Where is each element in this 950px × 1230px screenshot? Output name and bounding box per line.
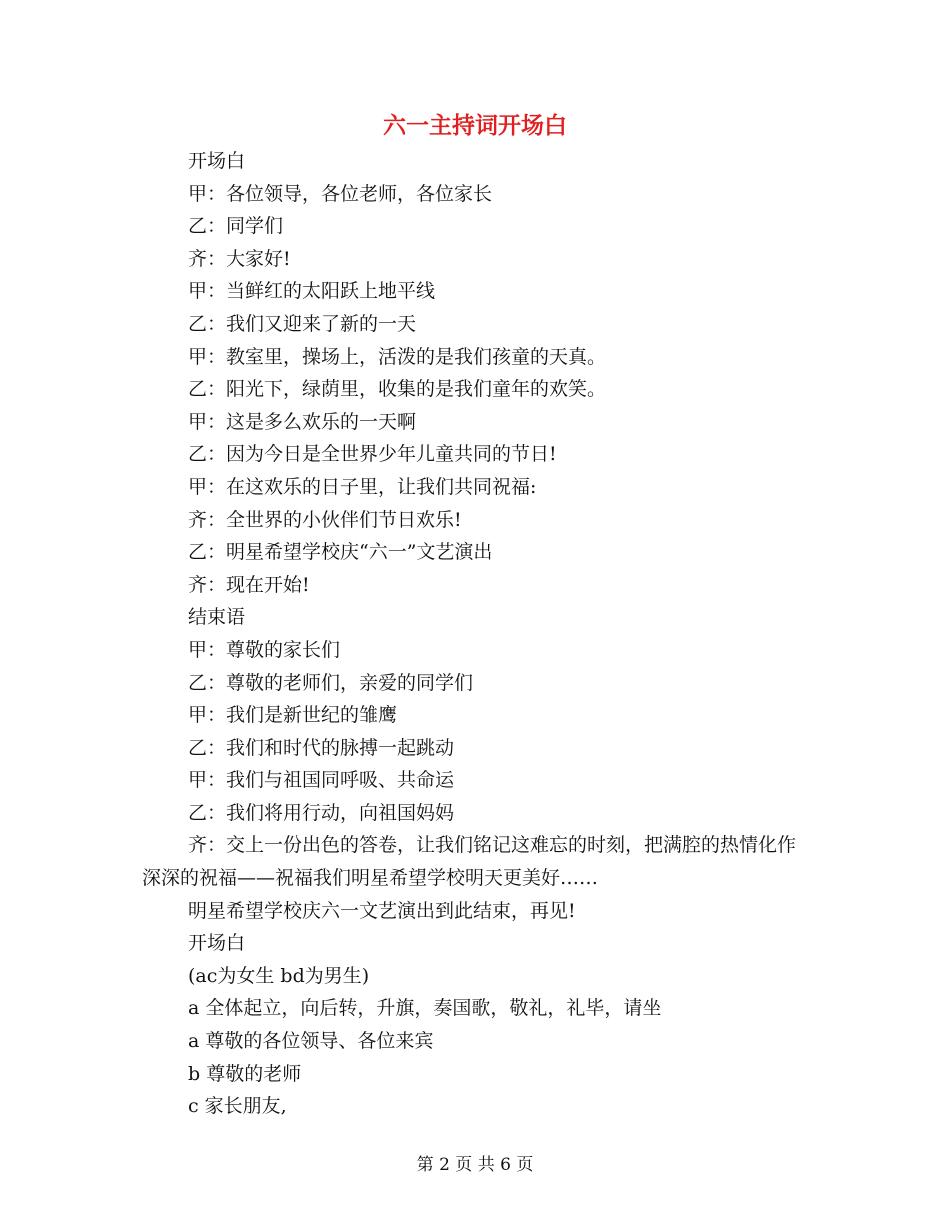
- paragraph: 乙：我们和时代的脉搏一起跳动: [188, 736, 455, 759]
- document-title: 六一主持词开场白: [383, 113, 567, 139]
- paragraph: 结束语: [188, 606, 246, 629]
- paragraph: 齐：全世界的小伙伴们节日欢乐!: [188, 508, 462, 531]
- paragraph: 齐：现在开始!: [188, 573, 310, 596]
- paragraph: 甲：各位领导，各位老师，各位家长: [188, 182, 493, 205]
- paragraph: 明星希望学校庆六一文艺演出到此结束，再见!: [188, 899, 576, 922]
- paragraph: 乙：尊敬的老师们，亲爱的同学们: [188, 671, 474, 694]
- paragraph: 甲：当鲜红的太阳跃上地平线: [188, 280, 436, 303]
- paragraph: (ac为女生 bd为男生): [188, 964, 370, 987]
- paragraph: 乙：同学们: [188, 215, 284, 238]
- paragraph: c 家长朋友,: [188, 1095, 287, 1118]
- paragraph: 乙：因为今日是全世界少年儿童共同的节日!: [188, 443, 557, 466]
- paragraph: 甲：教室里，操场上，活泼的是我们孩童的天真。: [188, 345, 607, 368]
- paragraph: 甲：我们与祖国同呼吸、共命运: [188, 769, 455, 792]
- paragraph: a 尊敬的各位领导、各位来宾: [188, 1030, 434, 1053]
- paragraph: 乙：明星希望学校庆“六一”文艺演出: [188, 541, 493, 564]
- paragraph: b 尊敬的老师: [188, 1062, 302, 1085]
- paragraph: 开场白: [188, 150, 246, 172]
- document-body: [142, 145, 802, 1123]
- paragraph: 甲：我们是新世纪的雏鹰: [188, 704, 398, 727]
- paragraph: 乙：我们将用行动，向祖国妈妈: [188, 801, 455, 824]
- paragraph: a 全体起立，向后转，升旗，奏国歌，敬礼，礼毕，请坐: [188, 997, 662, 1020]
- paragraph: 甲：这是多么欢乐的一天啊: [188, 410, 417, 433]
- paragraph: 乙：我们又迎来了新的一天: [188, 312, 417, 335]
- paragraph: 甲：尊敬的家长们: [188, 638, 341, 661]
- paragraph: 开场白: [188, 932, 246, 955]
- page-footer: 第 2 页 共 6 页: [416, 1155, 534, 1175]
- paragraph: 甲：在这欢乐的日子里，让我们共同祝福:: [188, 475, 537, 498]
- paragraph: 齐：大家好!: [188, 247, 291, 270]
- paragraph: 齐：交上一份出色的答卷，让我们铭记这难忘的时刻，把满腔的热情化作深深的祝福——祝福我们明星希望学校明天更美好……: [142, 834, 797, 890]
- paragraph: 乙：阳光下，绿荫里，收集的是我们童年的欢笑。: [188, 378, 607, 401]
